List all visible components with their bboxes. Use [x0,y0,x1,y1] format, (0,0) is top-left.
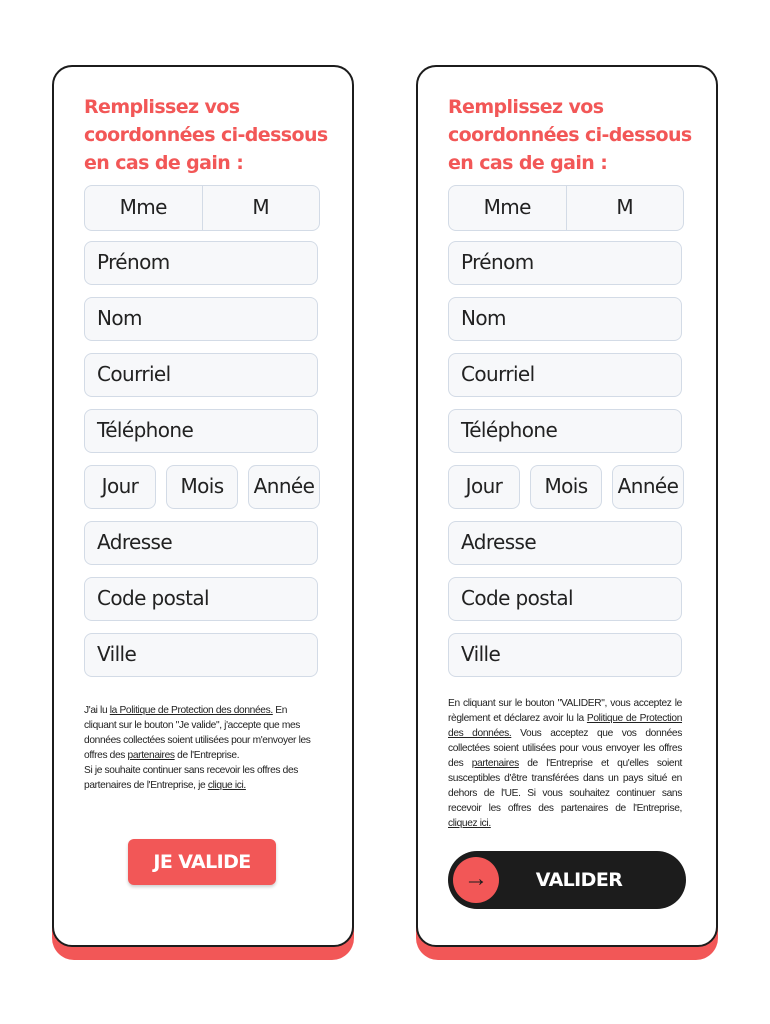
legal-text [84,703,318,793]
birth-month-input[interactable]: Mois [530,465,602,509]
form-card-2 [416,65,718,960]
gender-option-mme[interactable]: Mme [483,195,531,219]
birth-day-input[interactable]: Jour [448,465,520,509]
birth-year-input[interactable]: Année [612,465,684,509]
gender-option-mme[interactable]: Mme [119,195,167,219]
email-input[interactable]: Courriel [448,353,682,397]
legal-text-part: de l'Entreprise. [174,750,240,761]
je-valide-button[interactable]: JE VALIDE [128,839,276,885]
phone-input[interactable]: Téléphone [84,409,318,453]
form-title: Remplissez vos coordonnées ci-dessous en cas de gain : [448,96,692,174]
lastname-input[interactable]: Nom [448,297,682,341]
phone-input[interactable]: Téléphone [448,409,682,453]
legal-text-part: de l'Entreprise et qu'elles soient susceptibles d'être transférées dans un pays situé en dehors de l'UE. Si vous souhaitez continuer sans recevoir les offres des partenaires de l'Entreprise, [448,758,682,814]
address-input[interactable]: Adresse [448,521,682,565]
privacy-policy-link[interactable]: la Politique de Protection des données. [109,705,273,716]
postal-code-input[interactable]: Code postal [84,577,318,621]
lastname-input[interactable]: Nom [84,297,318,341]
legal-text-part: Si je souhaite continuer sans recevoir les offres des partenaires de l'Entreprise, je [84,765,299,791]
gender-selector [84,185,320,231]
legal-text-part: Vous acceptez que vos données collectées soient utilisées pour vous envoyer les offres des [448,728,682,769]
firstname-input[interactable]: Prénom [448,241,682,285]
gender-option-m[interactable]: M [202,186,320,230]
valider-button[interactable] [448,851,686,909]
birth-year-input[interactable]: Année [248,465,320,509]
valider-button-label: VALIDER [535,869,623,891]
arrow-right-icon: → [453,857,499,903]
legal-text-part: En cliquant sur le bouton "Je valide", j'accepte que mes données collectées soient utilisées pour m'envoyer les offres des [84,705,311,761]
card-body [416,65,718,947]
gender-option-m[interactable]: M [566,186,684,230]
birth-day-input[interactable]: Jour [84,465,156,509]
partners-link[interactable]: partenaires [127,750,175,761]
birth-month-input[interactable]: Mois [166,465,238,509]
address-input[interactable]: Adresse [84,521,318,565]
email-input[interactable]: Courriel [84,353,318,397]
legal-text-part: J'ai lu [84,705,110,716]
firstname-input[interactable]: Prénom [84,241,318,285]
partners-link[interactable]: partenaires [471,758,519,769]
legal-text-part: En cliquant sur le bouton "VALIDER", vous acceptez le règlement et déclarez avoir lu la [448,698,682,724]
privacy-policy-link[interactable]: Politique de Protection des données. [448,713,683,739]
form-card-1 [52,65,354,960]
form-title: Remplissez vos coordonnées ci-dessous en cas de gain : [84,96,328,174]
opt-out-link[interactable]: clique ici. [207,780,246,791]
postal-code-input[interactable]: Code postal [448,577,682,621]
opt-out-link[interactable]: cliquez ici. [448,818,491,829]
legal-text [448,696,682,831]
card-body [52,65,354,947]
city-input[interactable]: Ville [84,633,318,677]
gender-selector [448,185,684,231]
city-input[interactable]: Ville [448,633,682,677]
